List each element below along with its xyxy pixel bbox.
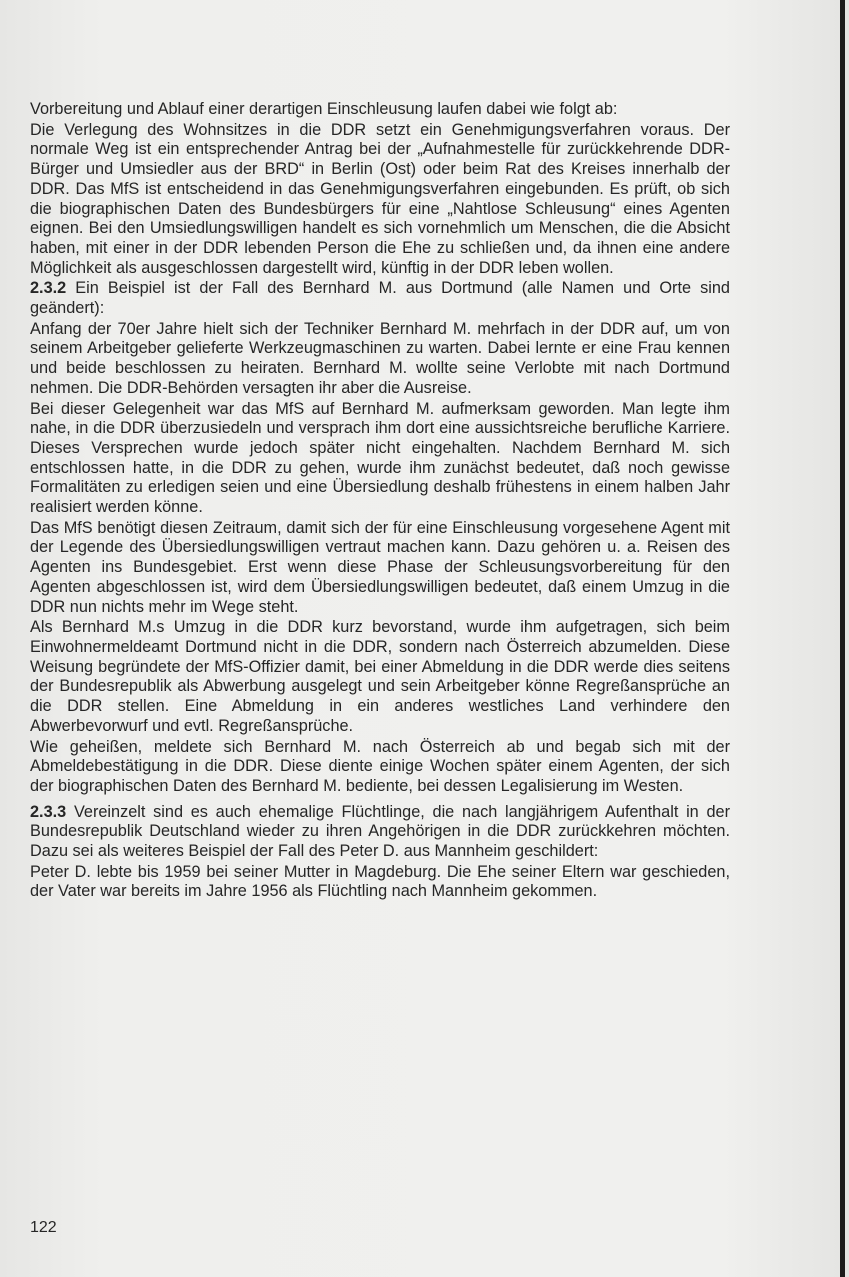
paragraph-outcome: Wie geheißen, meldete sich Bernhard M. nach Österreich ab und begab sich mit der Abmeldebestätigung in die DDR. Diese diente einige Wochen später einem Agenten, der sich der biographischen Daten des Bernhard M. bediente, bei dessen Legalisierung im Westen.	[30, 737, 730, 795]
section-text: Ein Beispiel ist der Fall des Bernhard M. aus Dortmund (alle Namen und Orte sind geändert):	[30, 279, 730, 318]
paragraph-intro: Vorbereitung und Ablauf einer derartigen Einschleusung laufen dabei wie folgt ab:	[30, 100, 618, 118]
binding-edge	[840, 0, 845, 1277]
paragraph-mfs-time: Das MfS benötigt diesen Zeitraum, damit sich der für eine Einschleusung vorgesehene Agent mit der Legende des Übersiedlungswilligen vertraut machen kann. Dazu gehören u. a. Reisen des Agenten ins Bundesgebiet. Erst wenn diese Phase der Schleusungsvorbereitung für den Agenten abgeschlossen ist, wird dem Übersiedlungswilligen bedeutet, daß einem Umzug in die DDR nun nichts mehr im Wege steht.	[30, 518, 730, 616]
section-2-3-2	[30, 279, 730, 318]
paragraph-bernhard-intro: Anfang der 70er Jahre hielt sich der Techniker Bernhard M. mehrfach in der DDR auf, um von seinem Arbeitgeber gelieferte Werkzeugmaschinen zu warten. Dabei lernte er eine Frau kennen und beide beschlossen zu heiraten. Bernhard M. wollte seine Verlobte mit nach Dortmund nehmen. Die DDR-Behörden versagten ihr aber die Ausreise.	[30, 319, 730, 397]
paragraph-mfs-attention: Bei dieser Gelegenheit war das MfS auf Bernhard M. aufmerksam geworden. Man legte ihm nahe, in die DDR überzusiedeln und versprach ihm dort eine aussichtsreiche berufliche Karriere. Dieses Versprechen wurde jedoch später nicht eingehalten. Nachdem Bernhard M. sich entschlossen hatte, in die DDR zu gehen, wurde ihm zunächst bedeutet, daß noch gewisse Formalitäten zu erledigen seien und eine Übersiedlung deshalb frühestens in einem halben Jahr realisiert werden könne.	[30, 399, 730, 517]
section-text: Vereinzelt sind es auch ehemalige Flüchtlinge, die nach langjährigem Aufenthalt in der Bundesrepublik Deutschland wieder zu ihren Angehörigen in die DDR zurückkehren möchten. Dazu sei als weiteres Beispiel der Fall des Peter D. aus Mannheim geschildert:	[30, 802, 730, 861]
paragraph-peter: Peter D. lebte bis 1959 bei seiner Mutter in Magdeburg. Die Ehe seiner Eltern war geschieden, der Vater war bereits im Jahre 1956 als Flüchtling nach Mannheim gekommen.	[30, 862, 730, 901]
section-number: 2.3.2	[30, 279, 67, 298]
section-number: 2.3.3	[30, 802, 67, 821]
paragraph-deregistration: Als Bernhard M.s Umzug in die DDR kurz bevorstand, wurde ihm aufgetragen, sich beim Einwohnermeldeamt Dortmund nicht in die DDR, sondern nach Österreich abzumelden. Diese Weisung begründete der MfS-Offizier damit, bei einer Abmeldung in die DDR werde dies seitens der Bundesrepublik als Abwerbung ausgelegt und sein Arbeitgeber könne Regreßansprüche an die DDR stellen. Eine Abmeldung in ein anderes westliches Land verhindere den Abwerbevorwurf und evtl. Regreßansprüche.	[30, 618, 730, 735]
page-number: 122	[30, 1219, 57, 1236]
body-text	[30, 100, 730, 902]
paragraph-procedure: Die Verlegung des Wohnsitzes in die DDR setzt ein Genehmigungsverfahren voraus. Der normale Weg ist ein entsprechender Antrag bei der „Aufnahmestelle für zurückkehrende DDR-Bürger und Umsiedler aus der BRD“ in Berlin (Ost) oder beim Rat des Kreises innerhalb der DDR. Das MfS ist entscheidend in das Genehmigungsverfahren eingebunden. Es prüft, ob sich die biographischen Daten des Bundesbürgers für eine „Nahtlose Schleusung“ eines Agenten eignen. Bei den Umsiedlungswilligen handelt es sich vornehmlich um Menschen, die die Absicht haben, mit einer in der DDR lebenden Person die Ehe zu schließen und, da ihnen eine andere Möglichkeit als ausgeschlossen dargestellt wird, künftig in der DDR leben wollen.	[30, 120, 730, 277]
section-2-3-3	[30, 803, 730, 862]
